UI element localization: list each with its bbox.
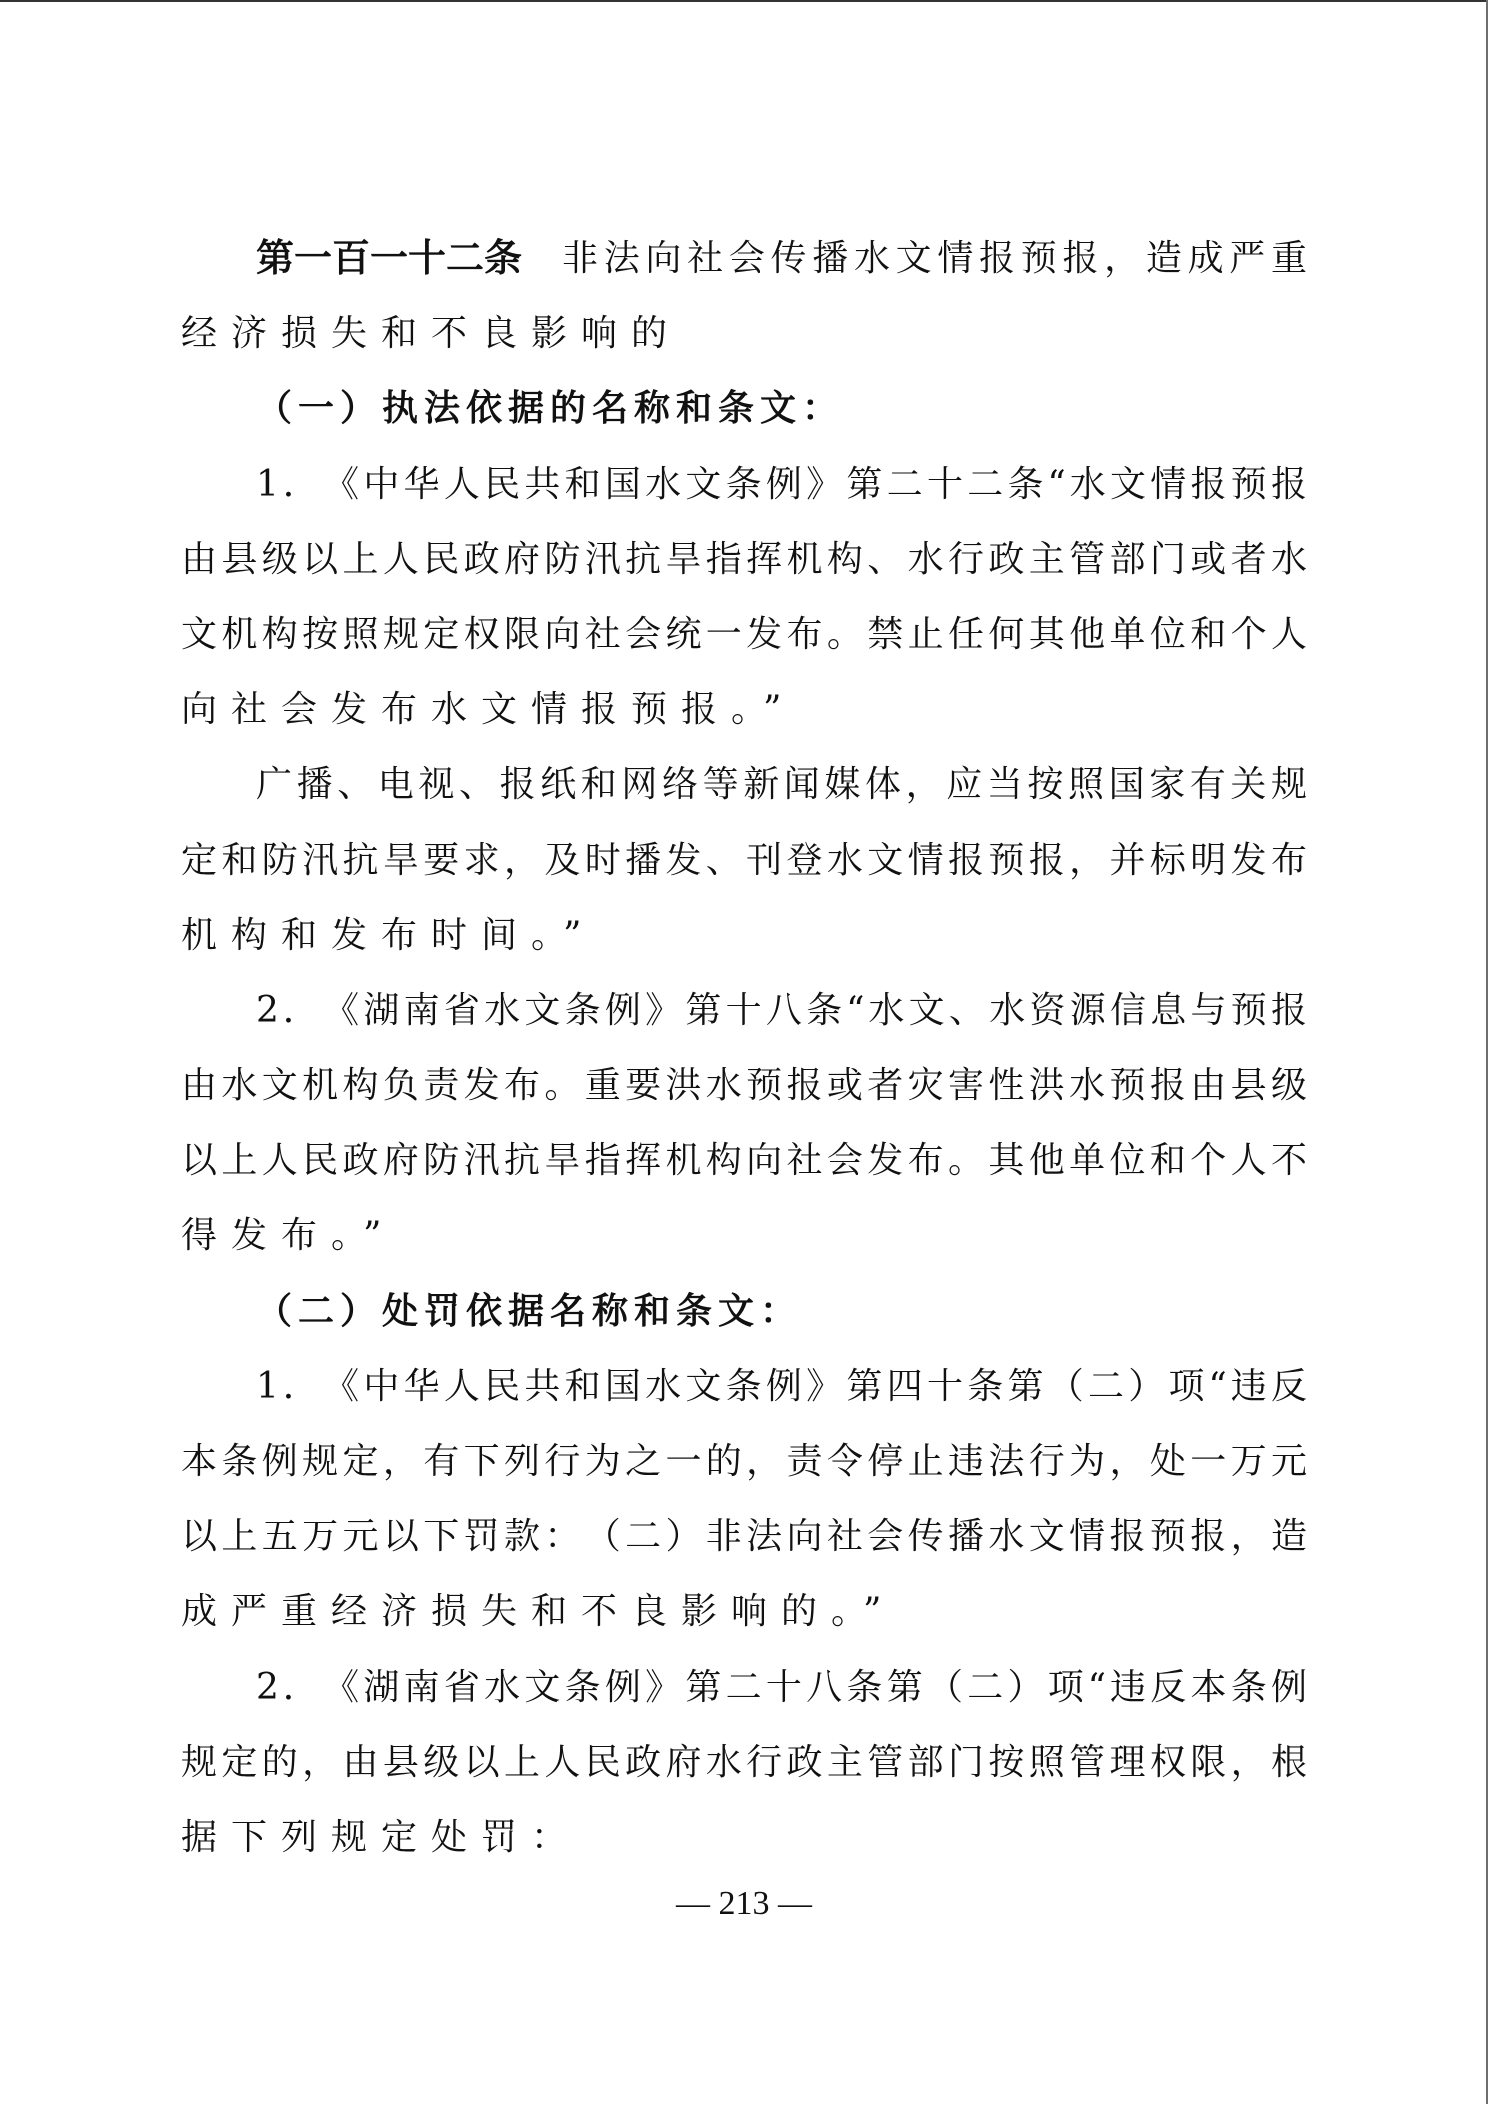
paragraph-text: 以 上 人 民 政 府 防 汛 抗 旱 指 挥 机 构 向 社 会 发 布 。 其 他 单 位 和 个 人 不 bbox=[181, 1140, 1307, 1182]
section-heading-text: （二）处罚依据名称和条文： bbox=[256, 1290, 803, 1332]
paragraph-line bbox=[181, 597, 1307, 672]
section-2-heading bbox=[181, 1274, 1307, 1349]
section-1-heading bbox=[181, 371, 1307, 446]
paragraph-line bbox=[181, 672, 1307, 747]
page-top-edge bbox=[0, 0, 1488, 2]
paragraph-line bbox=[181, 1574, 1307, 1649]
paragraph-text: 机构和发布时间。” bbox=[181, 914, 596, 956]
paragraph-text: 成严重经济损失和不良影响的。” bbox=[181, 1591, 896, 1633]
paragraph-line bbox=[181, 823, 1307, 898]
paragraph-text: 广 播 、 电 视 、 报 纸 和 网 络 等 新 闻 媒 体 ， 应 当 按 照 国 家 有 关 规 bbox=[256, 764, 1307, 806]
paragraph-line bbox=[181, 1123, 1307, 1198]
paragraph-line bbox=[181, 1725, 1307, 1800]
paragraph-line bbox=[181, 1349, 1307, 1424]
paragraph-line bbox=[181, 447, 1307, 522]
paragraph-line bbox=[181, 522, 1307, 597]
paragraph-text: 规 定 的 ， 由 县 级 以 上 人 民 政 府 水 行 政 主 管 部 门 按 照 管 理 权 限 ， 根 bbox=[181, 1741, 1307, 1783]
paragraph-text: 本 条 例 规 定 ， 有 下 列 行 为 之 一 的 ， 责 令 停 止 违 法 行 为 ， 处 一 万 元 bbox=[181, 1441, 1307, 1482]
paragraph-text: 由 县 级 以 上 人 民 政 府 防 汛 抗 旱 指 挥 机 构 、 水 行 政 主 管 部 门 或 者 水 bbox=[181, 538, 1307, 580]
article-title-line-2 bbox=[181, 296, 1307, 371]
page-number: — 213 — bbox=[676, 1885, 812, 1922]
paragraph-text: 由 水 文 机 构 负 责 发 布 。 重 要 洪 水 预 报 或 者 灾 害 性 洪 水 预 报 由 县 级 bbox=[181, 1065, 1307, 1107]
paragraph-text: 定 和 防 汛 抗 旱 要 求 ， 及 时 播 发 、 刊 登 水 文 情 报 预 报 ， 并 标 明 发 布 bbox=[181, 839, 1307, 881]
paragraph-line bbox=[181, 1800, 1307, 1875]
article-title-text: 非 法 向 社 会 传 播 水 文 情 报 预 报 ， 造 成 严 重 bbox=[562, 238, 1307, 279]
paragraph-line bbox=[181, 1048, 1307, 1123]
paragraph-text: 2 ． 《 湖 南 省 水 文 条 例 》 第 十 八 条 “ 水 文 、 水 资 源 信 息 与 预 报 bbox=[256, 989, 1307, 1031]
paragraph-line bbox=[181, 1650, 1307, 1725]
paragraph-text: 2 ． 《 湖 南 省 水 文 条 例 》 第 二 十 八 条 第 （ 二 ） 项 “ 违 反 本 条 例 bbox=[256, 1666, 1307, 1708]
article-number: 第一百一十二条 bbox=[256, 236, 523, 280]
paragraph-line bbox=[181, 1198, 1307, 1273]
paragraph-line bbox=[181, 747, 1307, 822]
paragraph-text: 1 ． 《 中 华 人 民 共 和 国 水 文 条 例 》 第 二 十 二 条 “ 水 文 情 报 预 报 bbox=[256, 463, 1307, 505]
paragraph-text: 据下列规定处罚： bbox=[181, 1816, 582, 1858]
paragraph-text: 向社会发布水文情报预报。” bbox=[181, 689, 796, 731]
paragraph-text: 1 ． 《 中 华 人 民 共 和 国 水 文 条 例 》 第 四 十 条 第 （ 二 ） 项 “ 违 反 bbox=[256, 1365, 1307, 1407]
paragraph-text: 以 上 五 万 元 以 下 罚 款 ： （ 二 ） 非 法 向 社 会 传 播 水 文 情 报 预 报 ， 造 bbox=[181, 1516, 1307, 1558]
article-title-continuation: 经济损失和不良影响的 bbox=[181, 313, 682, 355]
section-heading-text: （一）执法依据的名称和条文： bbox=[256, 388, 845, 430]
paragraph-line bbox=[181, 898, 1307, 973]
article-title-line-1 bbox=[181, 221, 1307, 296]
paragraph-text: 得发布。” bbox=[181, 1215, 396, 1257]
paragraph-text: 文 机 构 按 照 规 定 权 限 向 社 会 统 一 发 布 。 禁 止 任 何 其 他 单 位 和 个 人 bbox=[181, 613, 1307, 655]
paragraph-line bbox=[181, 1499, 1307, 1574]
page-body bbox=[181, 221, 1307, 1875]
paragraph-line bbox=[181, 1424, 1307, 1499]
paragraph-line bbox=[181, 973, 1307, 1048]
